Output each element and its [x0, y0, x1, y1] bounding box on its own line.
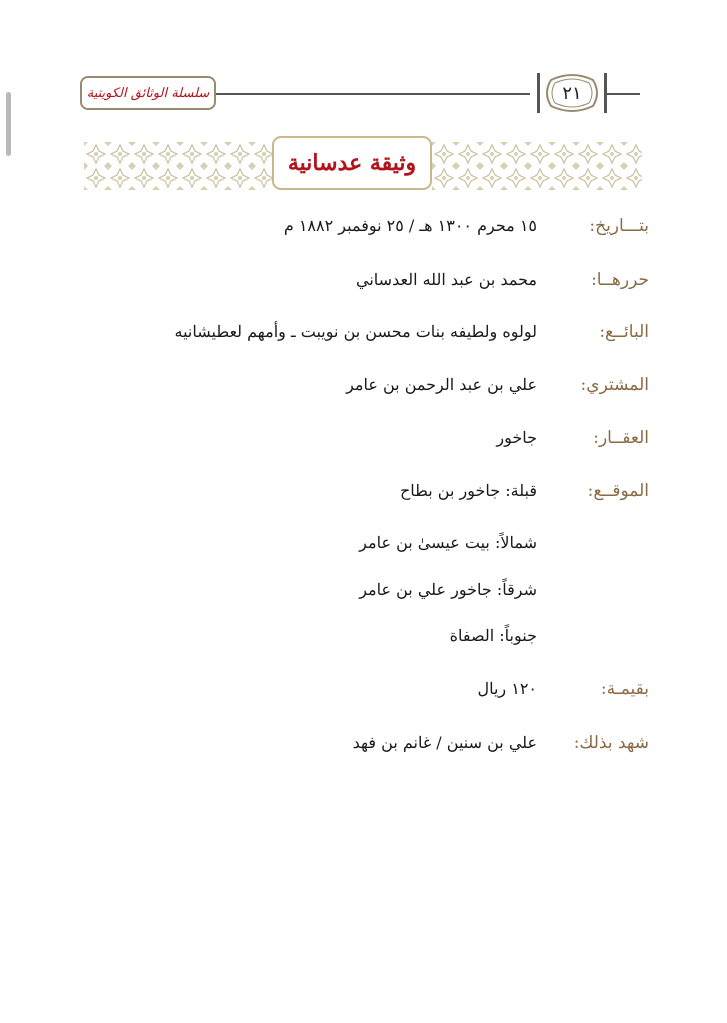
header-rule-left: [216, 93, 530, 95]
property-value: جاخور: [496, 428, 537, 447]
series-title: سلسلة الوثائق الكويتية: [80, 76, 216, 110]
page-number-badge: [537, 72, 607, 114]
location-east: شرقاً: جاخور علي بن عامر: [359, 580, 537, 599]
seller-value: لولوه ولطيفه بنات محسن بن نويبت ـ وأمهم لعطيشانيه: [174, 322, 537, 341]
page-number: ٢١: [562, 82, 582, 104]
ornament-pattern-left: [84, 142, 272, 190]
date-label: بتـــاريخ:: [589, 216, 649, 236]
scrollbar[interactable]: [6, 92, 11, 156]
buyer-label: المشتري:: [580, 375, 649, 395]
ornament-pattern-right: [432, 142, 642, 190]
seller-label: البائــع:: [599, 322, 649, 342]
location-south: جنوباً: الصفاة: [449, 626, 537, 645]
property-label: العقــار:: [593, 428, 649, 448]
witness-label: شهد بذلك:: [573, 733, 649, 753]
price-value: ١٢٠ ريال: [477, 679, 537, 698]
location-label: الموقــع:: [587, 481, 649, 501]
writer-value: محمد بن عبد الله العدساني: [356, 270, 537, 289]
witness-value: علي بن سنين / غانم بن فهد: [352, 733, 537, 752]
document-title: وثيقة عدسانية: [272, 136, 432, 190]
buyer-value: علي بن عبد الرحمن بن عامر: [346, 375, 537, 394]
location-south-qibla: قبلة: جاخور بن بطاح: [399, 481, 537, 500]
header-rule-right: [606, 93, 640, 95]
location-north: شمالاً: بيت عيسىٰ بن عامر: [359, 533, 537, 552]
price-label: بقيمـة:: [600, 679, 649, 699]
date-value: ١٥ محرم ١٣٠٠ هـ / ٢٥ نوفمبر ١٨٨٢ م: [283, 216, 537, 235]
writer-label: حررهــا:: [591, 270, 649, 290]
